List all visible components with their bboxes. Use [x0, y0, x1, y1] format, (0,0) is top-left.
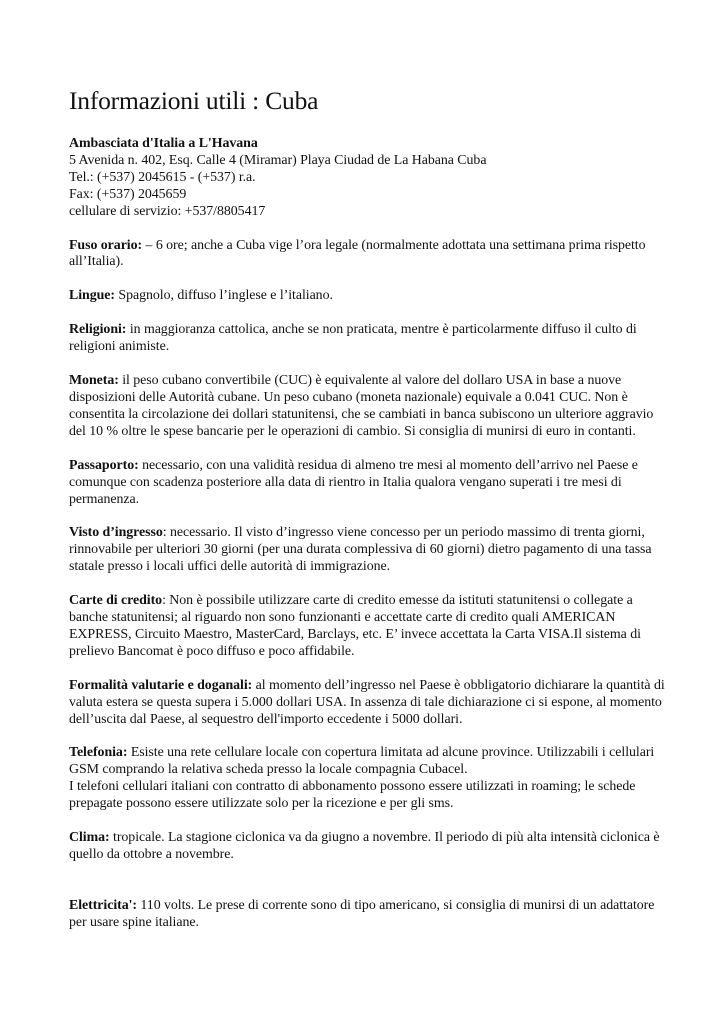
section-label: Passaporto:: [69, 457, 139, 473]
embassy-mobile: cellulare di servizio: +537/8805417: [69, 203, 266, 219]
section-label: Carte di credito: [69, 593, 163, 609]
embassy-heading: Ambasciata d'Italia a L'Havana: [69, 136, 258, 151]
section-clima: [69, 830, 669, 864]
section-carte-di-credito: [69, 593, 669, 661]
embassy-tel: Tel.: (+537) 2045615 - (+537) r.a.: [69, 169, 256, 185]
section-passaporto: [69, 458, 669, 509]
section-text: : Non è possibile utilizzare carte di credito emesse da istituti statunitensi o collegate a banche statunitensi; al riguardo non sono funzionanti e accettate carte di credito quali AMERICAN EXPRESS, Circuito Maestro, MasterCard, Barclays, etc. E’ invece accettata la Carta VISA.Il sistema di prelievo Bancomat è poco diffuso e poco affidabile.: [69, 593, 641, 659]
section-label: Religioni:: [69, 322, 127, 338]
section-label: Fuso orario:: [69, 237, 143, 253]
page-title: Informazioni utili : Cuba: [69, 86, 319, 115]
embassy-address: 5 Avenida n. 402, Esq. Calle 4 (Miramar) Playa Ciudad de La Habana Cuba: [69, 152, 487, 168]
section-label: Clima:: [69, 830, 110, 846]
document-page: [69, 84, 669, 949]
section-text: in maggioranza cattolica, anche se non praticata, mentre è particolarmente diffuso il culto di religioni animiste.: [69, 322, 637, 355]
section-visto: [69, 525, 669, 576]
section-label: Telefonia:: [69, 745, 128, 761]
section-text: tropicale. La stagione ciclonica va da giugno a novembre. Il periodo di più alta intensità ciclonica è quello da ottobre a novembre.: [69, 830, 660, 862]
section-label: Visto d’ingresso: [69, 525, 163, 541]
section-lingue: [69, 288, 669, 305]
section-text-continued: I telefoni cellulari italiani con contratto di abbonamento possono essere utilizzati in roaming; le schede prepagate possono essere utilizzate solo per la ricezione e per gli sms.: [69, 779, 636, 812]
section-text: il peso cubano convertibile (CUC) è equivalente al valore del dollaro USA in base a nuove disposizioni delle Autorità cubane. Un peso cubano (moneta nazionale) equivale a 0.041 CUC. Non è consentita la circolazione dei dollari statunitensi, che se cambiati in banca subiscono un ulteriore aggravio del 10 % oltre le spese bancarie per le operazioni di cambio. Si consiglia di munirsi di euro in contanti.: [69, 373, 654, 439]
section-label: Moneta:: [69, 373, 119, 389]
section-label: Lingue:: [69, 288, 115, 304]
section-religioni: [69, 322, 669, 356]
section-text: necessario, con una validità residua di almeno tre mesi al momento dell’arrivo nel Paese e comunque con scadenza posteriore alla data di rientro in Italia qualora vengano superati i tre mesi di permanenza.: [69, 457, 638, 507]
section-moneta: [69, 373, 669, 441]
section-elettricita: [69, 898, 669, 932]
section-text: Esiste una rete cellulare locale con copertura limitata ad alcune province. Utilizzabili i cellulari GSM comprando la relativa scheda presso la locale compagnia Cubacel.: [69, 745, 655, 778]
section-text: : necessario. Il visto d’ingresso viene concesso per un periodo massimo di trenta giorni, rinnovabile per ulteriori 30 giorni (per una durata complessiva di 60 giorni) dietro pagamento di una tassa statale presso i locali uffici delle autorità di immigrazione.: [69, 525, 652, 575]
embassy-fax: Fax: (+537) 2045659: [69, 186, 187, 202]
embassy-block: [69, 136, 669, 221]
section-formalita: [69, 678, 669, 729]
section-label: Elettricita':: [69, 897, 137, 913]
section-label: Formalità valutarie e doganali:: [69, 677, 253, 693]
section-text: al momento dell’ingresso nel Paese è obbligatorio dichiarare la quantità di valuta estera se questa supera i 5.000 dollari USA. In assenza di tale dichiarazione ci si espone, al momento dell’uscita dal Paese, al sequestro dell'importo eccedente i 5000 dollari.: [69, 677, 665, 727]
section-text: Spagnolo, diffuso l’inglese e l’italiano.: [114, 288, 333, 304]
section-text: – 6 ore; anche a Cuba vige l’ora legale (normalmente adottata una settimana prima rispetto all’Italia).: [69, 237, 646, 270]
section-fuso-orario: [69, 238, 669, 272]
section-text: 110 volts. Le prese di corrente sono di tipo americano, si consiglia di munirsi di un adattatore per usare spine italiane.: [69, 897, 655, 930]
section-telefonia: [69, 745, 669, 813]
